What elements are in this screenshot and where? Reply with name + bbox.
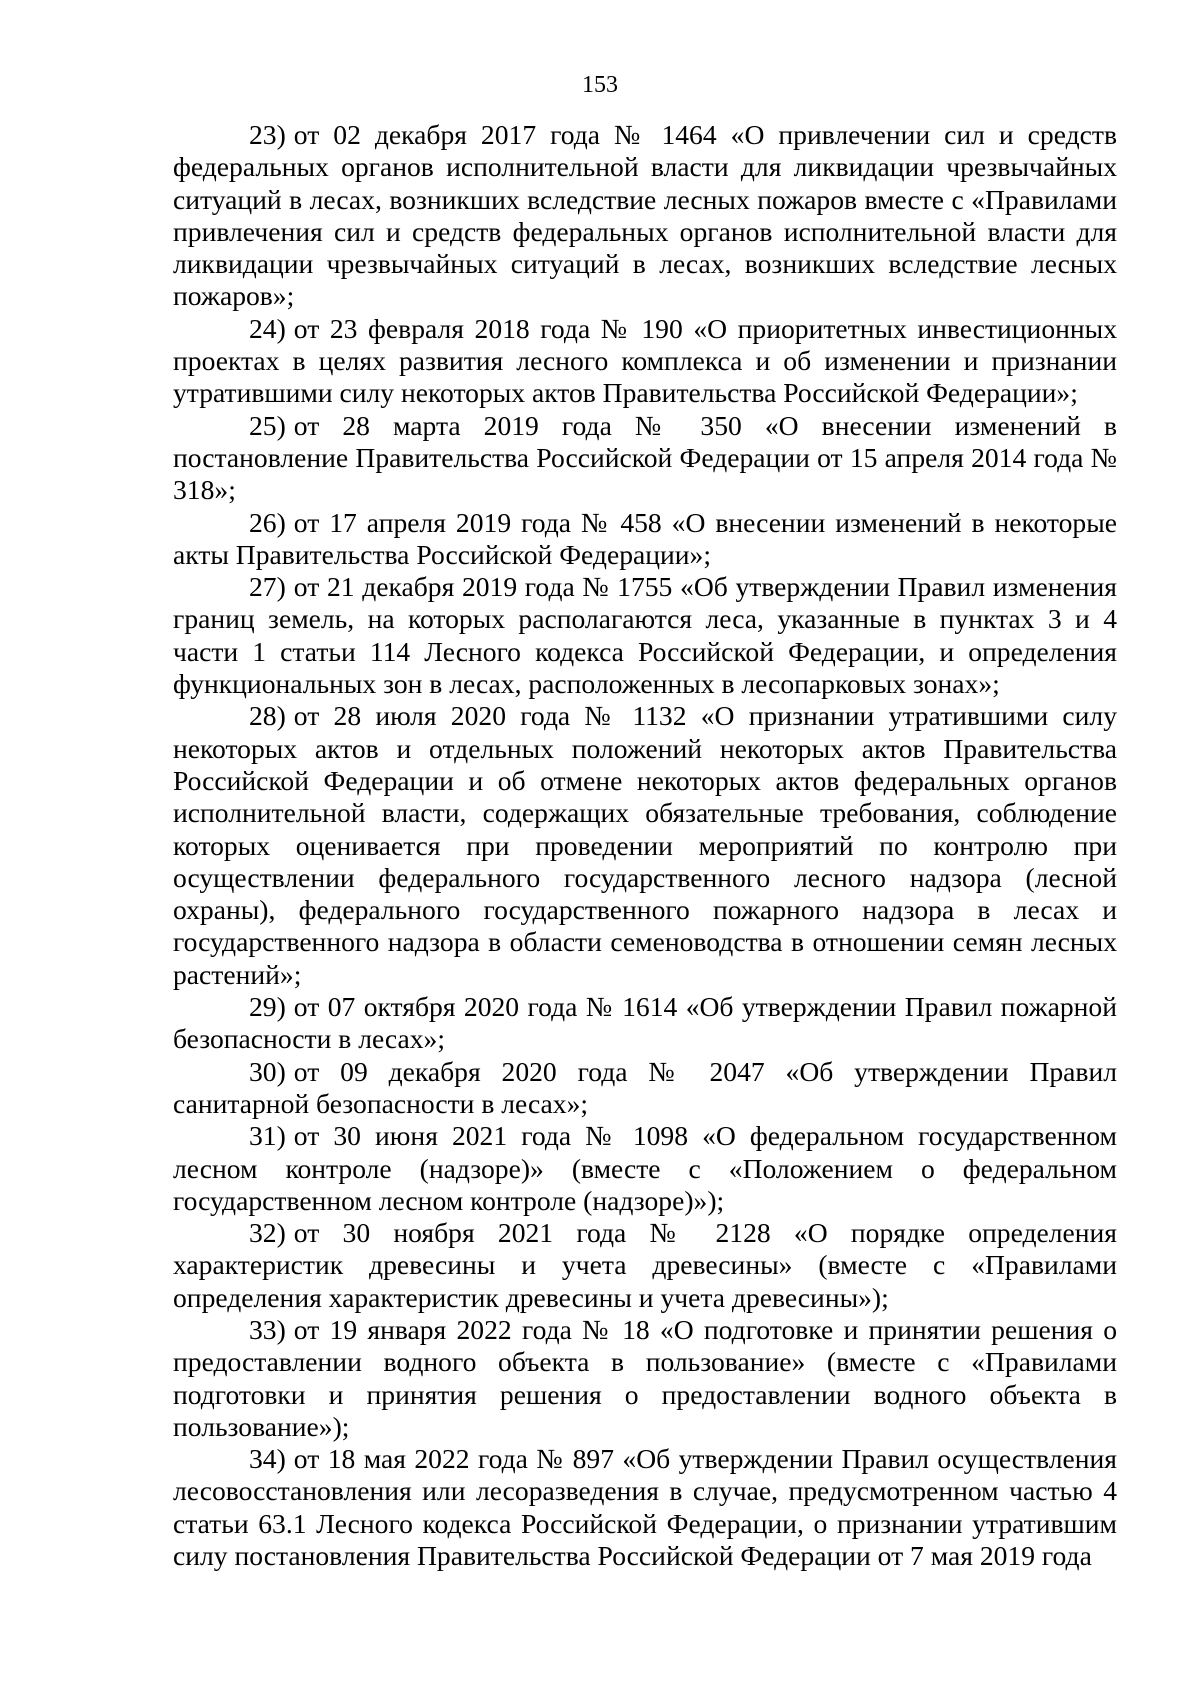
item-text: от 18 мая 2022 года № 897 «Об утверждении Правил осуществления лесовосстановления или лесоразведения в случае, предусмотренном частью 4 статьи 63.1 Лесного кодекса Российской Федерации, о признании утратившим силу постановления Правительства Российской Федерации от 7 мая 2019 года [173, 1443, 1117, 1572]
item-number: 32) [249, 1217, 286, 1249]
list-item [173, 507, 1117, 572]
item-text: от 19 января 2022 года № 18 «О подготовке и принятии решения о предоставлении водного объекта в пользование» (вместе с «Правилами подготовки и принятия решения о предоставлении водного объекта в пользование»); [173, 1313, 1117, 1442]
list-item [173, 1217, 1117, 1314]
item-number: 26) [249, 506, 286, 538]
item-text: от 23 февраля 2018 года № 190 «О приоритетных инвестиционных проектах в целях развития лесного комплекса и об изменении и признании утратившими силу некоторых актов Правительства Российской Федерации»; [173, 312, 1117, 409]
item-number: 27) [249, 571, 286, 603]
list-item [173, 571, 1117, 700]
item-text: от 30 июня 2021 года № 1098 «О федеральном государственном лесном контроле (надзоре)» (вместе с «Положением о федеральном государственном лесном контроле (надзоре)»); [173, 1120, 1117, 1216]
item-text: от 28 июля 2020 года № 1132 «О признании утратившими силу некоторых актов и отдельных положений некоторых актов Правительства Российской Федерации и об отмене некоторых актов федеральных органов исполнительной власти, содержащих обязательные требования, соблюдение которых оценивается при проведении мероприятий по контролю при осуществлении федерального государственного лесного надзора (лесной охраны), федерального государственного пожарного надзора в лесах и государственного надзора в области семеноводства в отношении семян лесных растений»; [173, 700, 1117, 990]
item-number: 30) [249, 1055, 286, 1087]
item-number: 33) [249, 1313, 286, 1345]
document-body [173, 119, 1117, 1572]
item-number: 31) [249, 1120, 286, 1152]
item-number: 29) [249, 991, 286, 1023]
list-item [173, 1056, 1117, 1121]
item-text: от 30 ноября 2021 года № 2128 «О порядке определения характеристик древесины и учета древесины» (вместе с «Правилами определения характеристик древесины и учета древесины»); [173, 1217, 1117, 1313]
item-number: 24) [249, 312, 286, 344]
item-text: от 28 марта 2019 года № 350 «О внесении изменений в постановление Правительства Российской Федерации от 15 апреля 2014 года № 318»; [173, 409, 1117, 506]
list-item [173, 119, 1117, 313]
item-number: 23) [249, 119, 286, 150]
item-number: 34) [249, 1443, 286, 1475]
item-number: 25) [249, 409, 286, 441]
list-item [173, 410, 1117, 507]
list-item [173, 313, 1117, 410]
item-text: от 09 декабря 2020 года № 2047 «Об утверждении Правил санитарной безопасности в лесах»; [173, 1055, 1117, 1119]
item-text: от 21 декабря 2019 года № 1755 «Об утверждении Правил изменения границ земель, на которых располагаются леса, указанные в пунктах 3 и 4 части 1 статьи 114 Лесного кодекса Российской Федерации, и определения функциональных зон в лесах, расположенных в лесопарковых зонах»; [173, 571, 1117, 700]
list-item [173, 700, 1117, 991]
item-text: от 17 апреля 2019 года № 458 «О внесении изменений в некоторые акты Правительства Российской Федерации»; [173, 506, 1117, 570]
list-item [173, 991, 1117, 1056]
page-number: 153 [582, 72, 618, 98]
list-item [173, 1120, 1117, 1217]
item-number: 28) [249, 700, 286, 732]
list-item [173, 1443, 1117, 1572]
item-text: от 02 декабря 2017 года № 1464 «О привлечении сил и средств федеральных органов исполнительной власти для ликвидации чрезвычайных ситуаций в лесах, возникших вследствие лесных пожаров вместе с «Правилами привлечения сил и средств федеральных органов исполнительной власти для ликвидации чрезвычайных ситуаций в лесах, возникших вследствие лесных пожаров»; [173, 119, 1117, 312]
item-text: от 07 октября 2020 года № 1614 «Об утверждении Правил пожарной безопасности в лесах»; [173, 991, 1117, 1055]
list-item [173, 1314, 1117, 1443]
